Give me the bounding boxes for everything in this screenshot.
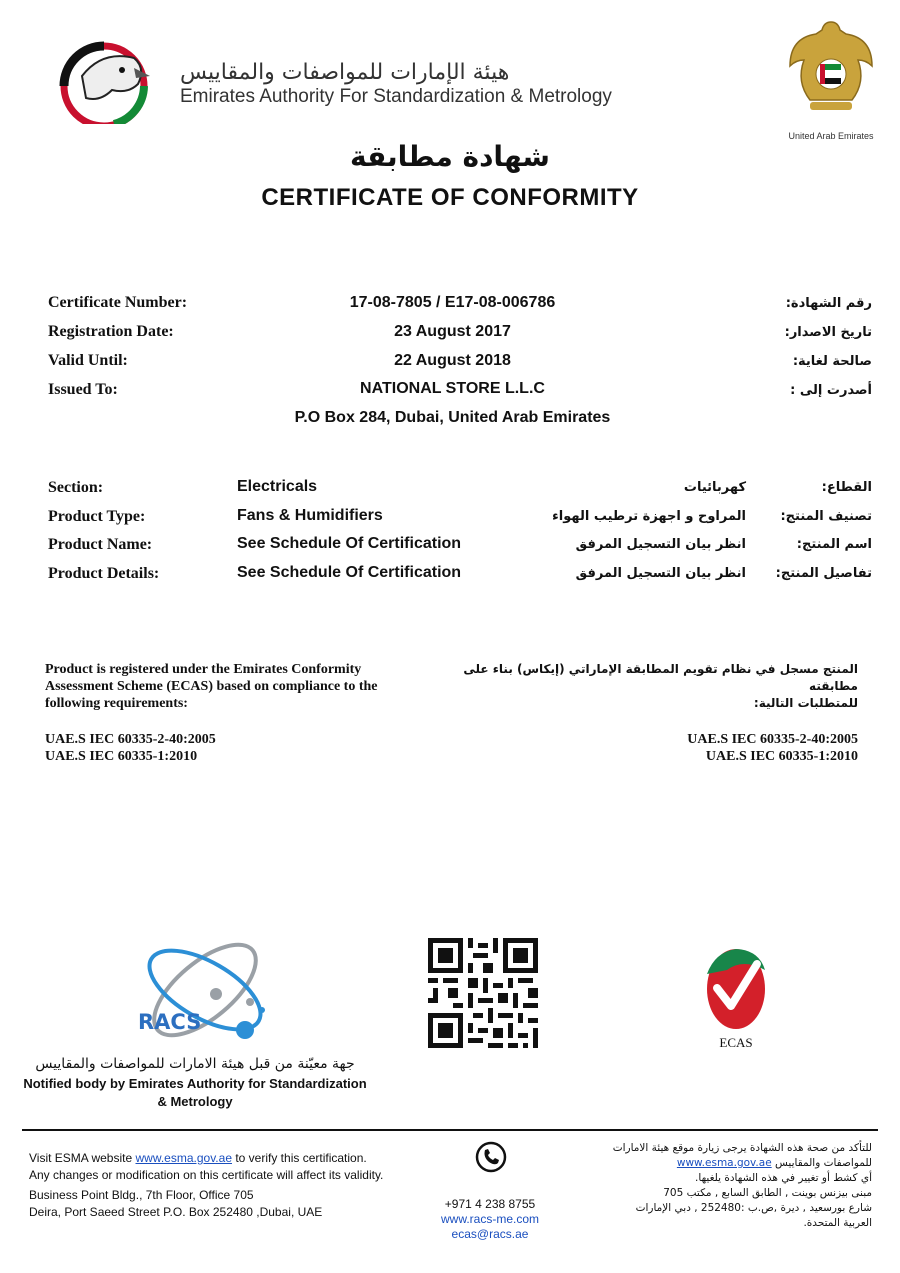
product-name-label: Product Name: bbox=[48, 536, 153, 553]
requirements-intro-line: following requirements: bbox=[45, 696, 188, 711]
notified-body-arabic: جهة معيّنة من قبل هيئة الامارات للمواصفات والمقاييس bbox=[35, 1056, 355, 1072]
footer-divider bbox=[22, 1129, 878, 1131]
requirements-intro-english bbox=[45, 661, 435, 712]
ecas-wordmark: ECAS bbox=[719, 1035, 753, 1050]
ecas-logo bbox=[703, 944, 769, 1056]
footer-address-line: Deira, Port Saeed Street P.O. Box 252480 ,Dubai, UAE bbox=[29, 1205, 323, 1219]
standard-item: UAE.S IEC 60335-2-40:2005 bbox=[45, 732, 216, 747]
valid-until-label-arabic: صالحة لغاية: bbox=[792, 354, 872, 369]
product-type-label: Product Type: bbox=[48, 508, 146, 525]
standards-list-right bbox=[687, 731, 858, 765]
authority-name-arabic: هيئة الإمارات للمواصفات والمقاييس bbox=[180, 60, 510, 85]
issued-to-address: P.O Box 284, Dubai, United Arab Emirates bbox=[294, 409, 611, 426]
esma-logo bbox=[42, 28, 174, 124]
standards-list bbox=[45, 731, 216, 765]
footer-arabic-line: مبنى بيزنس بوينت , الطابق السابع , مكتب 705 bbox=[663, 1187, 872, 1199]
footer-email[interactable]: ecas@racs.ae bbox=[451, 1227, 529, 1241]
registration-date-label: Registration Date: bbox=[48, 323, 174, 340]
product-name-value: See Schedule Of Certification bbox=[237, 535, 462, 552]
footer-arabic-line: للتأكد من صحة هذه الشهادة يرجى زيارة موقع هيئة الامارات bbox=[612, 1142, 872, 1154]
esma-website-link[interactable]: www.esma.gov.ae bbox=[135, 1151, 232, 1165]
section-label: Section: bbox=[48, 479, 104, 496]
footer-arabic-line: العربية المتحدة. bbox=[803, 1217, 872, 1229]
footer-arabic-line: شارع بورسعيد , ديرة ,ص.ب :252480 , دبي الإمارات bbox=[635, 1202, 872, 1214]
section-value-arabic: كهربائيات bbox=[683, 480, 746, 495]
authority-name-english: Emirates Authority For Standardization & Metrology bbox=[180, 86, 612, 107]
valid-until-value: 22 August 2018 bbox=[394, 352, 511, 369]
racs-logo bbox=[130, 932, 275, 1047]
registration-date-value: 23 August 2017 bbox=[394, 323, 511, 340]
product-name-label-arabic: اسم المنتج: bbox=[796, 537, 872, 552]
notified-body-line: & Metrology bbox=[157, 1094, 233, 1109]
product-name-value-arabic: انظر بيان التسجيل المرفق bbox=[575, 537, 746, 552]
section-value: Electricals bbox=[237, 478, 318, 495]
esma-website-link-arabic[interactable]: www.esma.gov.ae bbox=[676, 1157, 772, 1169]
valid-until-label: Valid Until: bbox=[48, 352, 128, 369]
notified-body-english bbox=[20, 1075, 370, 1111]
product-type-value-arabic: المراوح و اجهزة ترطيب الهواء bbox=[552, 509, 746, 524]
product-type-label-arabic: تصنيف المنتج: bbox=[780, 509, 872, 524]
footer-address-line: Business Point Bldg., 7th Floor, Office 705 bbox=[29, 1188, 254, 1202]
registration-date-label-arabic: تاريخ الاصدار: bbox=[784, 325, 872, 340]
notified-body-line: Notified body by Emirates Authority for Standardization bbox=[23, 1076, 367, 1091]
requirements-intro-arabic bbox=[458, 661, 858, 712]
product-details-label-arabic: تفاصيل المنتج: bbox=[775, 566, 872, 581]
phone-icon bbox=[475, 1141, 507, 1173]
requirements-intro-line-arabic: للمتطلبات التالية: bbox=[753, 696, 858, 710]
footer-phone[interactable]: +971 4 238 8755 bbox=[444, 1197, 536, 1211]
product-details-value-arabic: انظر بيان التسجيل المرفق bbox=[575, 566, 746, 581]
issued-to-value: NATIONAL STORE L.L.C bbox=[360, 380, 545, 397]
footer-verify-text bbox=[29, 1150, 367, 1167]
product-details-label: Product Details: bbox=[48, 565, 160, 582]
standard-item: UAE.S IEC 60335-1:2010 bbox=[45, 749, 198, 764]
requirements-intro-line: Product is registered under the Emirates Conformity bbox=[45, 662, 362, 677]
footer-arabic-line: أي كشط أو تغيير في هذه الشهادة يلغيها. bbox=[695, 1172, 872, 1184]
footer-changes-notice: Any changes or modification on this certificate will affect its validity. bbox=[29, 1168, 384, 1182]
racs-wordmark: RACS bbox=[138, 1010, 202, 1034]
racs-website-link[interactable]: www.racs-me.com bbox=[440, 1212, 539, 1226]
certificate-title-arabic: شهادة مطابقة bbox=[350, 140, 550, 173]
product-type-value: Fans & Humidifiers bbox=[237, 507, 383, 524]
footer-arabic-line: للمواصفات والمقاييس bbox=[775, 1157, 872, 1169]
emblem-caption: United Arab Emirates bbox=[788, 131, 874, 141]
footer-verify-prefix: Visit ESMA website bbox=[29, 1151, 136, 1165]
certificate-title: CERTIFICATE OF CONFORMITY bbox=[261, 184, 639, 211]
requirements-intro-line: Assessment Scheme (ECAS) based on compliance to the bbox=[45, 679, 378, 694]
standard-item: UAE.S IEC 60335-1:2010 bbox=[705, 749, 858, 764]
certificate-number-value: 17-08-7805 / E17-08-006786 bbox=[349, 294, 556, 311]
issued-to-label: Issued To: bbox=[48, 381, 118, 398]
uae-emblem bbox=[786, 16, 876, 141]
footer-arabic-block bbox=[572, 1141, 872, 1231]
certificate-number-label: Certificate Number: bbox=[48, 294, 188, 311]
requirements-intro-line-arabic: المنتج مسجل في نظام تقويم المطابقة الإماراتي (إيكاس) بناء على مطابقته bbox=[463, 662, 858, 693]
certificate-number-label-arabic: رقم الشهادة: bbox=[785, 296, 872, 311]
qr-code[interactable] bbox=[428, 938, 538, 1048]
section-label-arabic: القطاع: bbox=[821, 480, 872, 495]
issued-to-label-arabic: أصدرت إلى : bbox=[790, 383, 872, 398]
footer-verify-suffix: to verify this certification. bbox=[232, 1151, 367, 1165]
product-details-value: See Schedule Of Certification bbox=[237, 564, 462, 581]
standard-item: UAE.S IEC 60335-2-40:2005 bbox=[687, 732, 858, 747]
